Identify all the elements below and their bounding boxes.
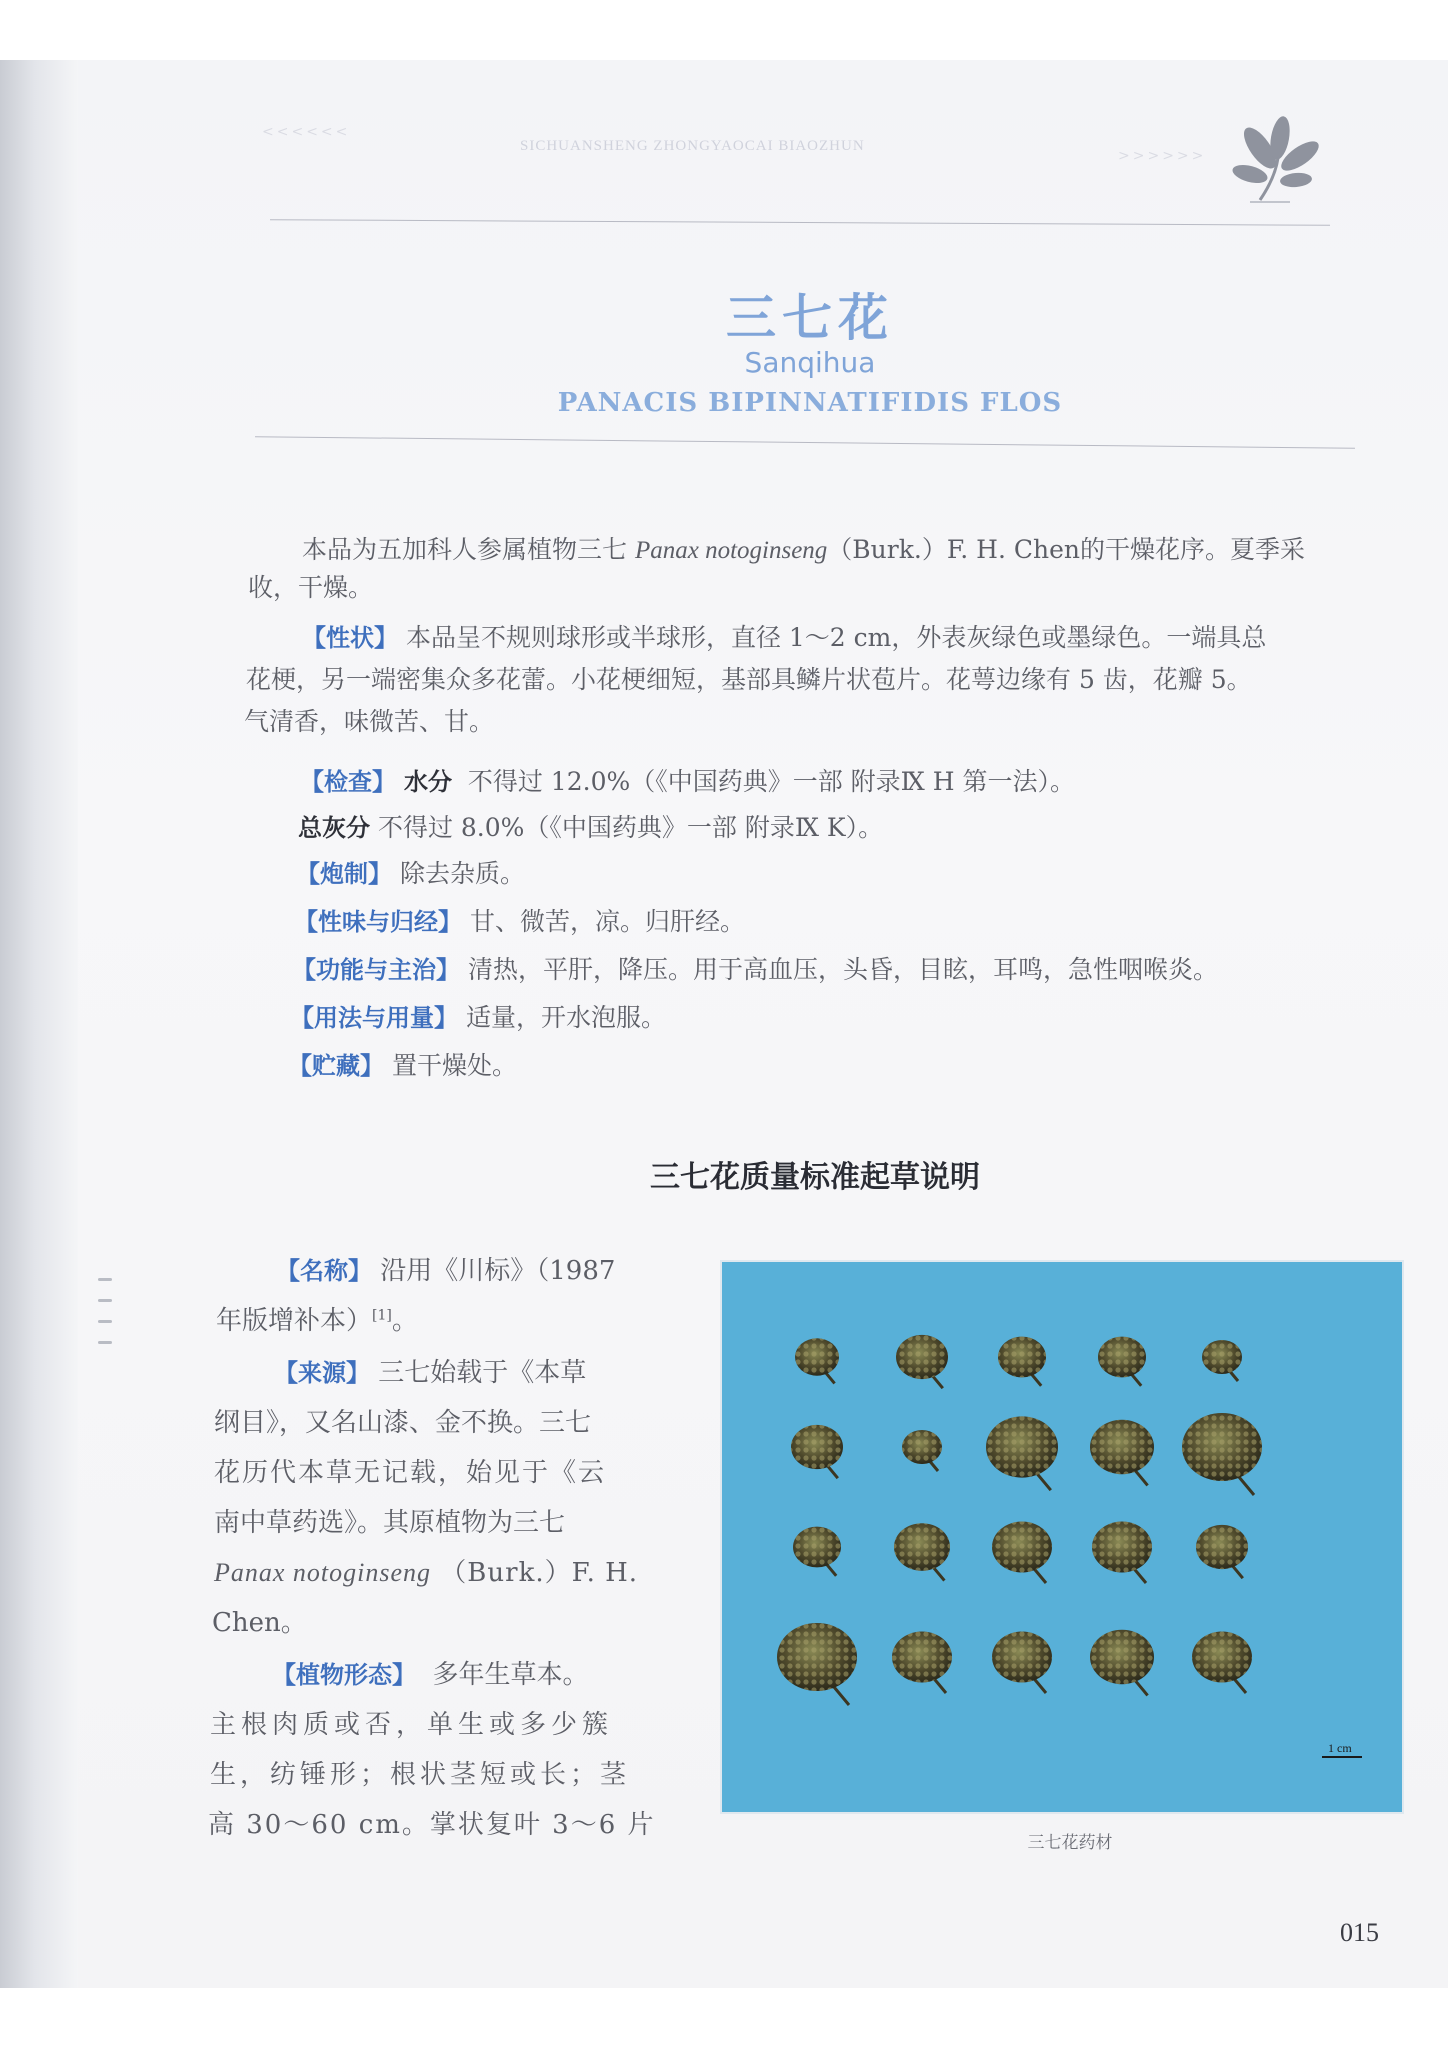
herb-cluster — [894, 1523, 950, 1580]
laiyuan-line-5: Panax notoginseng （Burk.）F. H. — [214, 1558, 639, 1588]
herb-cluster — [791, 1425, 843, 1478]
laiyuan-line-3: 花历代本草无记载，始见于《云 — [214, 1458, 607, 1488]
mingcheng-line-1: 【名称】 沿用《川标》（1987 — [276, 1256, 616, 1286]
herb-cluster — [1196, 1525, 1248, 1578]
laiyuan-line-4: 南中草药选》。其原植物为三七 — [214, 1508, 566, 1538]
zhucang-line: 【贮藏】 置干燥处。 — [288, 1051, 517, 1080]
herb-cluster — [1202, 1340, 1242, 1381]
herb-cluster — [1098, 1337, 1146, 1386]
herb-cluster — [902, 1430, 942, 1471]
page-title-latin: PANACIS BIPINNATIFIDIS FLOS — [557, 388, 1063, 418]
paozhi-line: 【炮制】 除去杂质。 — [296, 859, 525, 888]
leaf-logo-icon — [1220, 108, 1330, 208]
running-header: SICHUANSHENG ZHONGYAOCAI BIAOZHUN — [520, 138, 865, 154]
herb-cluster — [1090, 1630, 1154, 1696]
gongneng-line: 【功能与主治】 清热，平肝，降压。用于高血压，头昏，目眩，耳鸣，急性咽喉炎。 — [292, 955, 1218, 984]
section-label-paozhi: 【炮制】 — [296, 860, 392, 888]
binding-stitches — [98, 1260, 128, 1420]
herb-cluster — [1192, 1632, 1252, 1694]
zhiwu-line-1: 【植物形态】 多年生草本。 — [272, 1660, 589, 1690]
zhiwu-line-3: 生，纺锤形；根状茎短或长；茎 — [210, 1760, 631, 1790]
page-number: 015 — [1340, 1918, 1379, 1947]
yongfa-line: 【用法与用量】 适量，开水泡服。 — [290, 1003, 666, 1032]
section-label-xingzhuang: 【性状】 — [302, 624, 398, 652]
intro-line-1: 本品为五加科人参属植物三七 Panax notoginseng（Burk.）F. H. Chen的干燥花序。夏季采 — [302, 535, 1305, 564]
zhiwu-line-4: 高 30～60 cm。掌状复叶 3～6 片 — [208, 1810, 656, 1840]
section-label-gongneng: 【功能与主治】 — [292, 956, 460, 984]
header-ornament-right: >>>>>> — [1118, 148, 1207, 164]
herb-cluster — [777, 1623, 857, 1705]
herb-cluster — [892, 1632, 952, 1694]
section-label-zhiwu: 【植物形态】 — [272, 1661, 416, 1689]
section-label-laiyuan: 【来源】 — [274, 1359, 370, 1387]
page-title-chinese: 三七花 — [726, 288, 894, 347]
reference-marker: [1] — [372, 1307, 392, 1324]
herb-cluster — [992, 1632, 1052, 1694]
section-label-yongfa: 【用法与用量】 — [290, 1004, 458, 1032]
herb-cluster — [896, 1335, 948, 1388]
section-label-jiancha: 【检查】 — [300, 768, 396, 796]
herb-cluster — [986, 1416, 1058, 1490]
xingzhuang-line-2: 花梗，另一端密集众多花蕾。小花梗细短，基部具鳞片状苞片。花萼边缘有 5 齿，花瓣 5。 — [246, 665, 1252, 694]
laiyuan-line-2: 纲目》，又名山漆、金不换。三七 — [214, 1408, 592, 1438]
xingzhuang-line-3: 气清香，味微苦、甘。 — [244, 707, 495, 736]
term-total-ash: 总灰分 — [298, 814, 370, 842]
xingwei-line: 【性味与归经】 甘、微苦，凉。归肝经。 — [294, 907, 745, 936]
herb-cluster — [1090, 1420, 1154, 1486]
scale-label: 1 cm — [1328, 1741, 1352, 1755]
intro-line-2: 收，干燥。 — [248, 573, 374, 602]
laiyuan-line-6: Chen。 — [212, 1608, 307, 1638]
herb-cluster — [998, 1337, 1046, 1386]
herb-cluster — [1182, 1413, 1262, 1495]
page-title-pinyin: Sanqihua — [744, 346, 876, 379]
species-name: Panax notoginseng — [634, 537, 828, 564]
herb-cluster — [1092, 1522, 1152, 1584]
drafting-notes-heading: 三七花质量标准起草说明 — [650, 1160, 980, 1195]
photo-caption: 三七花药材 — [1027, 1833, 1113, 1853]
section-label-xingwei: 【性味与归经】 — [294, 908, 462, 936]
zhiwu-line-2: 主根肉质或否，单生或多少簇 — [210, 1710, 614, 1740]
section-label-mingcheng: 【名称】 — [276, 1257, 372, 1285]
species-name-2: Panax notoginseng — [214, 1558, 432, 1587]
section-label-zhucang: 【贮藏】 — [288, 1052, 384, 1080]
herb-cluster — [992, 1522, 1052, 1584]
herb-cluster — [795, 1338, 839, 1383]
herb-cluster — [793, 1527, 841, 1576]
xingzhuang-line-1: 【性状】 本品呈不规则球形或半球形，直径 1～2 cm，外表灰绿色或墨绿色。一端具总 — [302, 623, 1267, 652]
term-water: 水分 — [403, 768, 452, 796]
header-ornament-left: <<<<<< — [262, 124, 351, 140]
herb-clusters — [722, 1262, 1402, 1812]
mingcheng-line-2: 年版增补本）[1]。 — [216, 1306, 418, 1336]
jiancha-line-1: 【检查】 水分 不得过 12.0%（《中国药典》一部 附录Ⅸ H 第一法）。 — [300, 767, 1075, 796]
jiancha-line-2: 总灰分 不得过 8.0%（《中国药典》一部 附录Ⅸ K）。 — [298, 813, 884, 842]
herb-photo — [722, 1262, 1402, 1812]
page-binding-shadow — [0, 60, 78, 1988]
laiyuan-line-1: 【来源】 三七始载于《本草 — [274, 1358, 587, 1388]
